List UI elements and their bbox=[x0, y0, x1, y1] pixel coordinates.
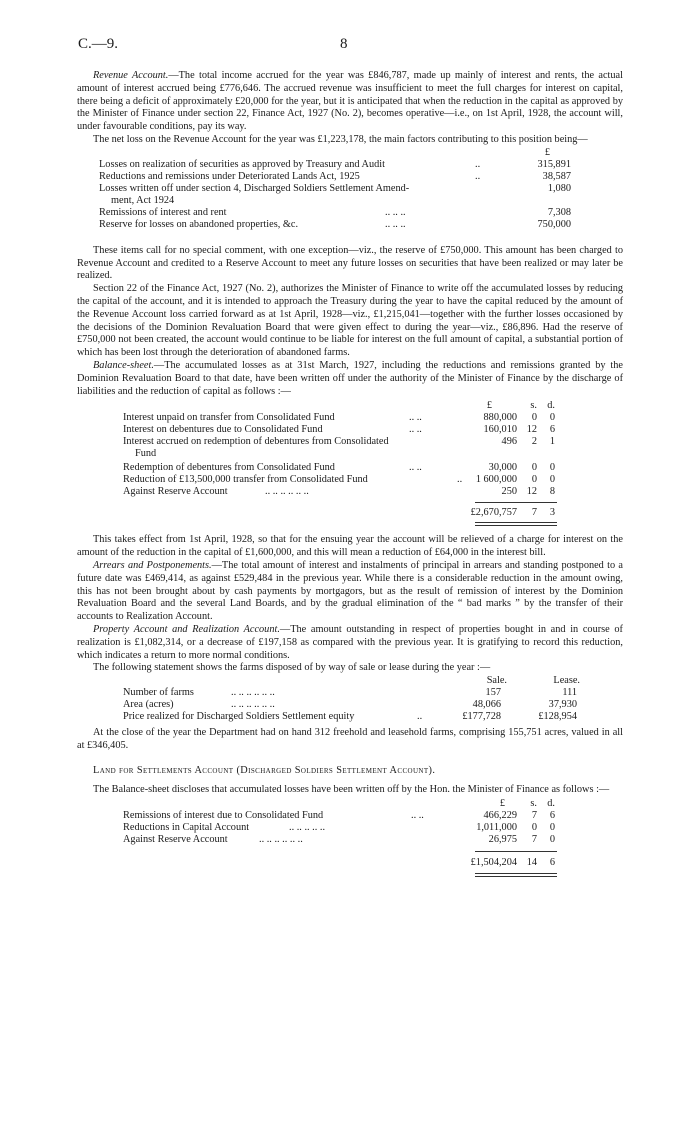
row-pence: 6 bbox=[549, 424, 555, 436]
row-amount: 750,000 bbox=[537, 218, 571, 230]
row-pence: 1 bbox=[549, 436, 555, 448]
row-label: Losses written off under section 4, Discharged Soldiers Settlement Amend- bbox=[99, 182, 410, 194]
row-shillings: 0 bbox=[531, 412, 537, 424]
row-lease: £128,954 bbox=[538, 711, 577, 723]
row-label-continued: ment, Act 1924 bbox=[111, 194, 175, 206]
row-pounds: 250 bbox=[501, 486, 517, 498]
row-leader: .. .. .. .. .. .. bbox=[259, 834, 303, 846]
row-label: Losses on realization of securities as approved by Treasury and Audit bbox=[99, 158, 385, 170]
table-row bbox=[77, 412, 623, 425]
document-body bbox=[77, 70, 623, 878]
table-row bbox=[77, 711, 623, 724]
balance-sheet-heading: Balance-sheet. bbox=[93, 359, 154, 371]
row-leader: .. .. .. bbox=[385, 206, 406, 218]
table-row bbox=[77, 462, 623, 475]
row-pounds: 1 600,000 bbox=[475, 474, 517, 486]
row-leader: .. .. .. .. .. .. bbox=[231, 699, 275, 711]
row-leader: .. .. bbox=[411, 810, 424, 822]
row-amount: 7,308 bbox=[547, 206, 571, 218]
row-amount: 38,587 bbox=[542, 170, 571, 182]
total-row bbox=[77, 507, 623, 520]
row-label: Remissions of interest and rent bbox=[99, 206, 227, 218]
arrears-paragraph bbox=[77, 560, 623, 624]
farms-table bbox=[77, 675, 623, 727]
property-paragraph bbox=[77, 624, 623, 662]
row-shillings: 0 bbox=[531, 474, 537, 486]
row-label: Price realized for Discharged Soldiers Settlement equity bbox=[123, 711, 355, 723]
lsa-paragraph: The Balance-sheet discloses that accumulated losses have been written off by the Hon. the Minister of Finance as follows :— bbox=[93, 783, 610, 795]
row-label: Interest on debentures due to Consolidated Fund bbox=[123, 424, 323, 436]
row-leader: .. bbox=[457, 474, 463, 486]
total-pounds: £1,504,204 bbox=[470, 857, 517, 869]
page-number: 8 bbox=[340, 36, 348, 52]
arrears-heading: Arrears and Postponements. bbox=[93, 559, 212, 571]
lsa-table bbox=[77, 796, 623, 878]
row-label: Against Reserve Account bbox=[123, 834, 228, 846]
property-text: —The amount outstanding in respect of properties bought in and in course of realization is £1,082,314, or a decrease of £197,158 as compared with the previous year. It is gratifying to record this reduction, which indicates a return to more normal conditions. bbox=[77, 623, 623, 661]
lsa-heading: Land for Settlements Account (Discharged Soldiers Settlement Account). bbox=[93, 764, 436, 776]
lease-header: Lease. bbox=[553, 675, 580, 687]
farms-intro: The following statement shows the farms disposed of by way of sale or lease during the year :— bbox=[93, 662, 491, 674]
section22-paragraph: Section 22 of the Finance Act, 1927 (No. 2), authorizes the Minister of Finance to write off the accumulated losses by reducing the capital of the account, and it is intended to approach the Treasury during the year to have the capital reduced by the amount of the Revenue Account loss carried forward as at 1st April, 1928—viz., £1,215,041—together with the further losses occasioned by the decisions of the Dominion Revaluation Board that were given effect to during the year—viz., £86,896. Had the reserve of £750,000 not been created, the account would continue to be liable for interest on the full amount of capital, a substantial portion of which has been lost through the deterioration of abandoned farms. bbox=[77, 283, 623, 359]
row-label: Reserve for losses on abandoned properties, &c. bbox=[99, 218, 299, 230]
total-double-rule bbox=[475, 522, 557, 526]
row-label: Interest unpaid on transfer from Consolidated Fund bbox=[123, 412, 335, 424]
pence-header: d. bbox=[547, 798, 555, 810]
row-pounds: 466,229 bbox=[483, 810, 517, 822]
total-pounds: £2,670,757 bbox=[470, 507, 517, 519]
row-sale: 157 bbox=[485, 687, 501, 699]
table-row bbox=[77, 436, 623, 449]
row-label-continued: Fund bbox=[135, 448, 157, 460]
total-shillings: 7 bbox=[531, 507, 537, 519]
row-leader: .. bbox=[475, 170, 481, 182]
row-leader: .. .. bbox=[409, 424, 422, 436]
row-shillings: 7 bbox=[531, 834, 537, 846]
row-label: Reductions and remissions under Deteriorated Lands Act, 1925 bbox=[99, 170, 360, 182]
row-label: Area (acres) bbox=[123, 699, 174, 711]
table-row bbox=[77, 159, 623, 172]
exception-paragraph: These items call for no special comment, with one exception—viz., the reserve of £750,000. This amount has been charged to Revenue Account and credited to a Reserve Account to meet any future losses on securities that have been realized or may later be realized. bbox=[77, 244, 623, 282]
table-row bbox=[77, 207, 623, 220]
row-shillings: 12 bbox=[526, 486, 537, 498]
pounds-header: £ bbox=[499, 798, 505, 810]
row-label: Remissions of interest due to Consolidated Fund bbox=[123, 810, 324, 822]
row-label: Reduction of £13,500,000 transfer from Consolidated Fund bbox=[123, 474, 368, 486]
currency-header: £ bbox=[544, 146, 550, 158]
table-row bbox=[77, 699, 623, 712]
balance-sheet-text: —The accumulated losses as at 31st March, 1927, including the reductions and remissions granted by the Dominion Revaluation Board to that date, have been written off under the authority of the Minister of Finance by the discharge of liabilities and the reduction of capital as follows :— bbox=[77, 359, 623, 397]
property-heading: Property Account and Realization Account. bbox=[93, 623, 280, 635]
column-headers bbox=[77, 798, 623, 811]
net-loss-paragraph: The net loss on the Revenue Account for the year was £1,223,178, the main factors contributing to this position being— bbox=[93, 133, 588, 145]
row-pence: 0 bbox=[549, 462, 555, 474]
balance-sheet-paragraph bbox=[77, 360, 623, 398]
pence-header: d. bbox=[547, 400, 555, 412]
row-leader: .. .. .. .. .. bbox=[289, 822, 326, 834]
row-label: Number of farms bbox=[123, 687, 194, 699]
farms-on-hand-paragraph: At the close of the year the Department had on hand 312 freehold and leasehold farms, comprising 155,751 acres, valued in all at £346,405. bbox=[77, 727, 623, 751]
table-row bbox=[77, 424, 623, 437]
arrears-text: —The total amount of interest and instalments of principal in arrears and standing postponed to a future date was £469,414, as against £529,484 in the previous year. While there is a considerable reduction in the amount owing, this has not been brought about by cash payments by mortgagors, but as the result of remission of interest by the Dominion Revaluation Board and the several Land Boards, and by the gradual elimination of the “ bad marks ” by the transfer of their accounts to Realization Account. bbox=[77, 559, 623, 623]
subtotal-rule bbox=[475, 851, 557, 852]
row-label: Interest accrued on redemption of debentures from Consolidated bbox=[123, 436, 389, 448]
total-pence: 3 bbox=[549, 507, 555, 519]
table-row bbox=[77, 834, 623, 847]
row-lease: 111 bbox=[562, 687, 577, 699]
row-shillings: 0 bbox=[531, 822, 537, 834]
row-lease: 37,930 bbox=[548, 699, 577, 711]
row-pence: 0 bbox=[549, 474, 555, 486]
row-leader: .. bbox=[475, 158, 481, 170]
row-label: Redemption of debentures from Consolidated Fund bbox=[123, 462, 335, 474]
revenue-heading: Revenue Account. bbox=[93, 70, 169, 81]
effect-paragraph: This takes effect from 1st April, 1928, so that for the ensuing year the account will be relieved of a charge for interest on the amount of the reduction in the capital of £1,600,000, and this will mean a reduction of £64,000 in the interest bill. bbox=[77, 534, 623, 559]
row-pence: 6 bbox=[549, 810, 555, 822]
row-leader: .. .. bbox=[409, 462, 422, 474]
subtotal-rule bbox=[475, 502, 557, 503]
row-pounds: 160,010 bbox=[483, 424, 517, 436]
column-headers bbox=[77, 675, 623, 688]
row-pounds: 496 bbox=[501, 436, 517, 448]
row-amount: 1,080 bbox=[547, 182, 571, 194]
sale-header: Sale. bbox=[486, 675, 507, 687]
row-leader: .. .. .. .. .. .. bbox=[231, 687, 275, 699]
row-pence: 0 bbox=[549, 834, 555, 846]
row-leader: .. .. .. .. .. .. bbox=[265, 486, 309, 498]
total-row bbox=[77, 857, 623, 870]
row-shillings: 2 bbox=[531, 436, 537, 448]
page-header bbox=[78, 38, 638, 54]
row-pounds: 30,000 bbox=[488, 462, 517, 474]
shillings-header: s. bbox=[530, 400, 537, 412]
table-row bbox=[77, 219, 623, 232]
row-shillings: 12 bbox=[526, 424, 537, 436]
table-row bbox=[77, 171, 623, 184]
revenue-paragraph bbox=[77, 70, 623, 134]
row-amount: 315,891 bbox=[537, 158, 571, 170]
row-leader: .. bbox=[417, 711, 423, 723]
row-label: Reductions in Capital Account bbox=[123, 822, 250, 834]
revenue-loss-table bbox=[77, 147, 623, 245]
row-pence: 8 bbox=[549, 486, 555, 498]
revenue-text: —The total income accrued for the year was £846,787, made up mainly of interest and rents, the actual amount of interest accrued being £776,646. The accrued revenue was insufficient to meet the full charges for interest on capital, there being a deficit of approximately £20,000 for the year, but it is anticipated that when the reduction in the capital as approved by the Minister of Finance under section 22, Finance Act, 1927 (No. 2), becomes operative—i.e., on 1st April, 1928, the account will, under favourable conditions, pay its way. bbox=[77, 70, 623, 133]
table-row bbox=[77, 474, 623, 487]
row-leader: .. .. bbox=[409, 412, 422, 424]
table-row-continued bbox=[77, 448, 623, 461]
row-shillings: 7 bbox=[531, 810, 537, 822]
column-headers bbox=[77, 400, 623, 413]
row-label: Against Reserve Account bbox=[123, 486, 228, 498]
total-pence: 6 bbox=[549, 857, 555, 869]
shillings-header: s. bbox=[530, 798, 537, 810]
table-row-continued bbox=[77, 195, 623, 208]
total-double-rule bbox=[475, 873, 557, 877]
table-row bbox=[77, 486, 623, 499]
row-pence: 0 bbox=[549, 822, 555, 834]
row-pence: 0 bbox=[549, 412, 555, 424]
pounds-header: £ bbox=[486, 400, 492, 412]
row-pounds: 880,000 bbox=[483, 412, 517, 424]
row-shillings: 0 bbox=[531, 462, 537, 474]
table-row bbox=[77, 687, 623, 700]
balance-sheet-table bbox=[77, 398, 623, 526]
row-leader: .. .. .. bbox=[385, 218, 406, 230]
row-pounds: 26,975 bbox=[488, 834, 517, 846]
table-row bbox=[77, 810, 623, 823]
total-shillings: 14 bbox=[526, 857, 537, 869]
table-row bbox=[77, 822, 623, 835]
table-row bbox=[77, 183, 623, 196]
row-sale: 48,066 bbox=[472, 699, 501, 711]
report-reference: C.—9. bbox=[78, 36, 119, 52]
row-sale: £177,728 bbox=[462, 711, 501, 723]
row-pounds: 1,011,000 bbox=[476, 822, 517, 834]
